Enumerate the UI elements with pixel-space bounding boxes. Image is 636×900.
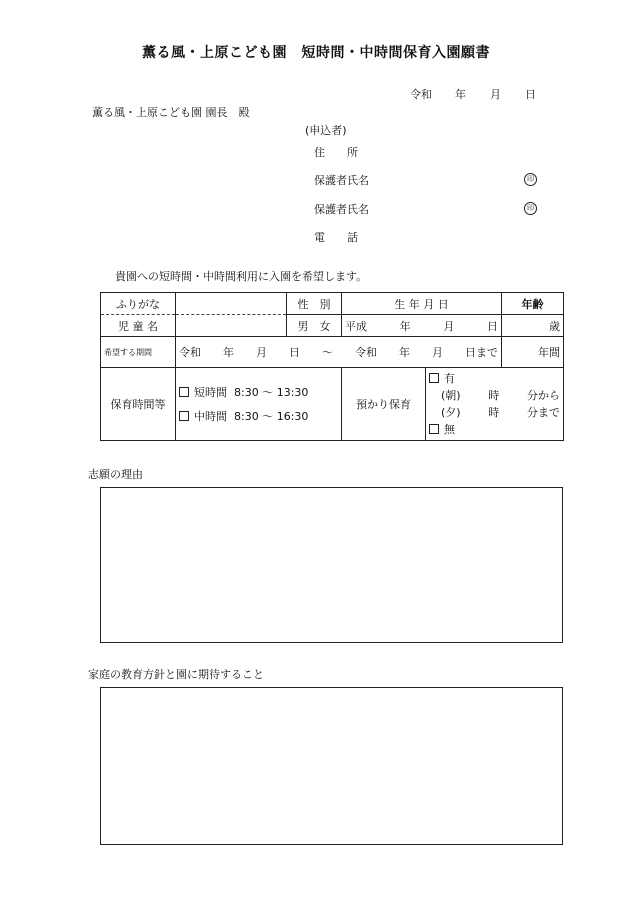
period-to-month: 月 xyxy=(432,346,443,359)
evening-until: 分まで xyxy=(527,406,560,419)
morning-row[interactable] xyxy=(429,387,560,404)
guardian1-label: 保護者氏名 xyxy=(314,174,369,187)
policy-label: 家庭の教育方針と園に期待すること xyxy=(88,668,264,681)
morning-hour: 時 xyxy=(488,389,500,402)
date-month: 月 xyxy=(490,88,501,101)
date-year: 年 xyxy=(455,88,466,101)
evening-label: (夕) xyxy=(441,406,461,419)
extended-no[interactable] xyxy=(429,421,560,438)
period-years[interactable]: 年間 xyxy=(502,337,564,368)
period-from-year: 年 xyxy=(223,346,234,359)
short-checkbox[interactable] xyxy=(179,387,189,397)
birth-era: 平成 xyxy=(345,319,367,333)
seal-mark-2: 印 xyxy=(524,202,537,215)
medium-checkbox[interactable] xyxy=(179,411,189,421)
child-name-input[interactable] xyxy=(176,315,287,337)
extended-yes[interactable] xyxy=(429,370,560,387)
period-from-month: 月 xyxy=(256,346,267,359)
age-input[interactable] xyxy=(502,315,564,337)
medium-option[interactable] xyxy=(179,408,338,424)
guardian2-label: 保護者氏名 xyxy=(314,203,369,216)
birthdate-label: 生 年 月 日 xyxy=(342,293,502,315)
date-era: 令和 xyxy=(410,88,432,101)
age-label: 年齢 xyxy=(502,293,564,315)
period-from-day: 日 xyxy=(289,346,300,359)
morning-from: 分から xyxy=(527,389,560,402)
hours-options xyxy=(176,368,342,441)
period-to-day: 日まで xyxy=(465,346,498,359)
period-to-year: 年 xyxy=(399,346,410,359)
applicant-header: (申込者) xyxy=(305,124,347,137)
no-checkbox[interactable] xyxy=(429,424,439,434)
age-unit: 歳 xyxy=(549,319,560,333)
medium-label: 中時間 xyxy=(194,410,227,423)
gender-options[interactable]: 男 女 xyxy=(287,315,342,337)
evening-row[interactable] xyxy=(429,404,560,421)
birth-year: 年 xyxy=(399,319,411,333)
birth-day: 日 xyxy=(486,319,498,333)
policy-textarea[interactable] xyxy=(100,687,563,845)
application-table xyxy=(100,292,564,441)
extended-care-label: 預かり保育 xyxy=(342,368,426,441)
hours-label: 保育時間等 xyxy=(101,368,176,441)
evening-hour: 時 xyxy=(488,406,500,419)
no-label: 無 xyxy=(444,423,455,436)
yes-label: 有 xyxy=(444,372,455,385)
short-label: 短時間 xyxy=(194,386,227,399)
period-label: 希望する期間 xyxy=(101,337,176,368)
reason-label: 志願の理由 xyxy=(88,468,143,481)
morning-label: (朝) xyxy=(441,389,461,402)
reason-textarea[interactable] xyxy=(100,487,563,643)
extended-care-options xyxy=(426,368,564,441)
child-name-label: 児 童 名 xyxy=(101,315,176,337)
address-label: 住 所 xyxy=(314,146,358,159)
period-input[interactable] xyxy=(176,337,502,368)
medium-time: 8:30 〜 16:30 xyxy=(234,410,309,423)
furigana-input[interactable] xyxy=(176,293,287,315)
period-tilde: 〜 xyxy=(322,346,333,359)
birth-month: 月 xyxy=(443,319,455,333)
period-to-era: 令和 xyxy=(355,346,377,359)
phone-label: 電 話 xyxy=(314,231,358,244)
short-time: 8:30 〜 13:30 xyxy=(234,386,309,399)
furigana-label: ふりがな xyxy=(101,293,176,315)
short-option[interactable] xyxy=(179,384,338,400)
birthdate-input[interactable] xyxy=(342,315,502,337)
yes-checkbox[interactable] xyxy=(429,373,439,383)
date-day: 日 xyxy=(525,88,536,101)
period-from-era: 令和 xyxy=(179,346,201,359)
intro-text: 貴園への短時間・中時間利用に入園を希望します。 xyxy=(115,270,368,283)
seal-mark-1: 印 xyxy=(524,173,537,186)
gender-label: 性 別 xyxy=(287,293,342,315)
form-title: 薫る風・上原こども園 短時間・中時間保育入園願書 xyxy=(142,45,490,61)
addressee: 薫る風・上原こども園 園長 殿 xyxy=(92,106,250,119)
